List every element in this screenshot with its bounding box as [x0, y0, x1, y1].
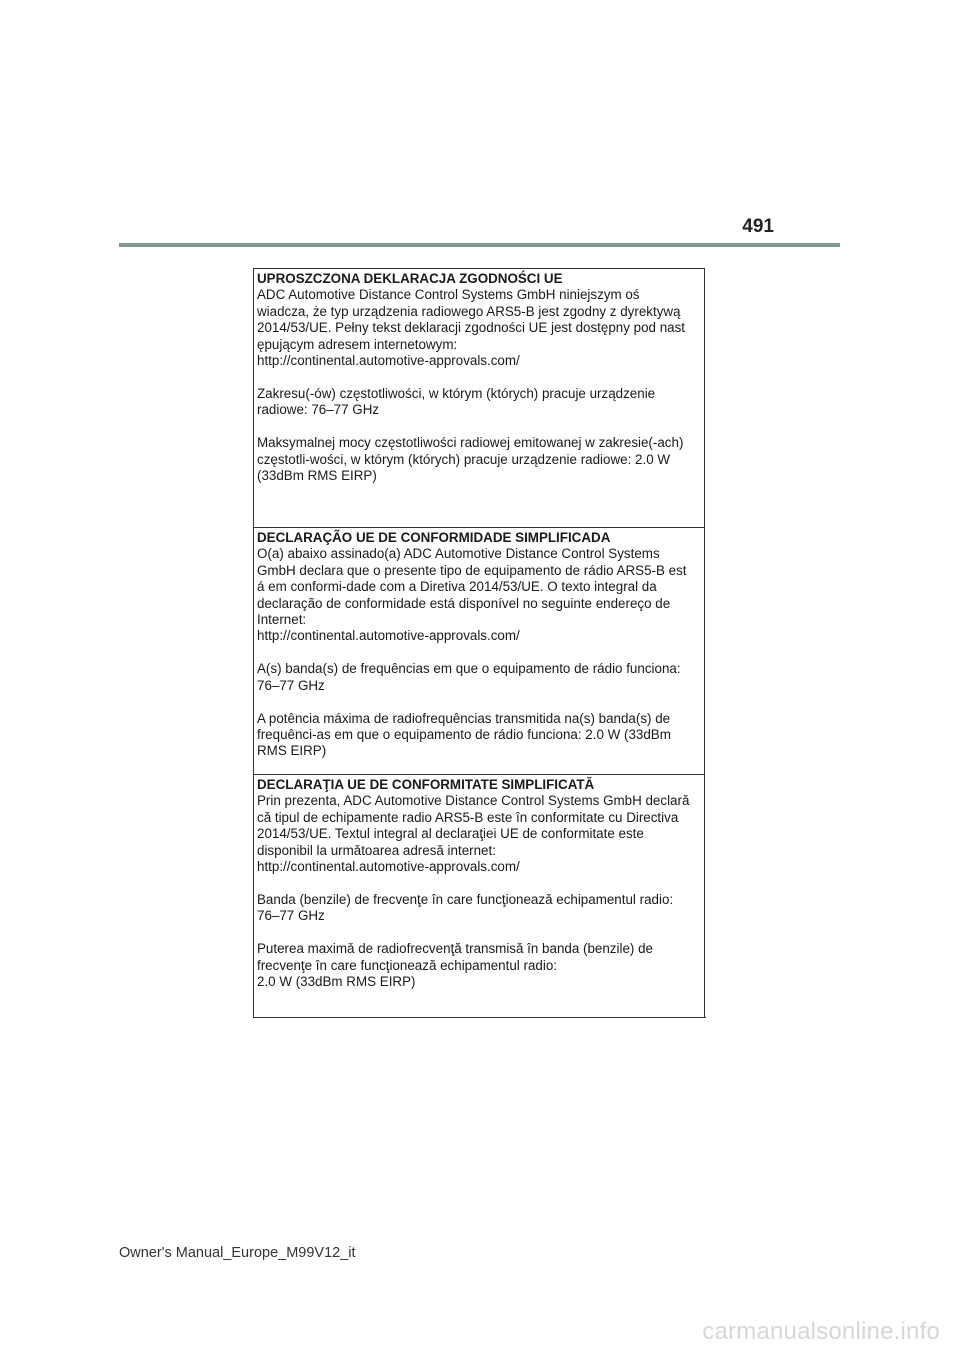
romanian-frequency-text: Banda (benzile) de frecvenţe în care funcţionează echipamentul radio: 76–77 GHz: [257, 891, 674, 924]
declaration-box: [253, 268, 705, 1018]
portuguese-power-text: A potência máxima de radiofrequências transmitida na(s) banda(s) de frequênci-as em que o equipamento de rádio funciona: 2.0 W (33dBm RMS EIRP): [257, 710, 671, 759]
box-bottom-border: [253, 1017, 706, 1019]
portuguese-declaration-body: O(a) abaixo assinado(a) ADC Automotive Distance Control Systems GmbH declara que o presente tipo de equipamento de rádio ARS5-B est á em conformi-dade com a Diretiva 2014/53/UE. O texto integral da declaração de conformidade está disponível no seguinte endereço de Internet: http://continental.automotive-approvals.com/: [257, 546, 687, 644]
polish-power-text: Maksymalnej mocy częstotliwości radiowej emitowanej w zakresie(-ach) częstotli-wości, w którym (których) pracuje urządzenie radiowe: 2.0 W (33dBm RMS EIRP): [257, 435, 684, 484]
romanian-power-text: Puterea maximă de radiofrecvenţă transmisă în banda (benzile) de frecvenţe în care funcţionează echipamentul radio: 2.0 W (33dBm RMS EIRP): [257, 941, 653, 990]
polish-declaration-section: [254, 269, 704, 527]
romanian-declaration-title: DECLARAŢIA UE DE CONFORMITATE SIMPLIFICATĂ: [257, 777, 595, 792]
page-number: 491: [742, 216, 774, 237]
watermark-text: carmanualsonline.info: [702, 1318, 940, 1345]
romanian-declaration-section: [254, 774, 704, 1019]
portuguese-declaration-title: DECLARAÇÃO UE DE CONFORMIDADE SIMPLIFICADA: [257, 530, 611, 545]
header-rule: [119, 243, 840, 247]
romanian-declaration-body: Prin prezenta, ADC Automotive Distance Control Systems GmbH declară că tipul de echipamente radio ARS5-B este în conformitate cu Directiva 2014/53/UE. Textul integral al declaraţiei UE de conformitate este disponibil la următoarea adresă internet: http://continental.automotive-approvals.com/: [257, 793, 690, 875]
polish-frequency-text: Zakresu(-ów) częstotliwości, w którym (których) pracuje urządzenie radiowe: 76–77 GHz: [257, 385, 656, 418]
polish-declaration-body: ADC Automotive Distance Control Systems GmbH niniejszym oś wiadcza, że typ urządzenia radiowego ARS5-B jest zgodny z dyrektywą 2014/53/UE. Pełny tekst deklaracji zgodności UE jest dostępny pod nast ępującym adresem internetowym: http://continental.automotive-approvals.com/: [257, 287, 686, 369]
portuguese-declaration-section: [254, 527, 704, 774]
portuguese-frequency-text: A(s) banda(s) de frequências em que o equipamento de rádio funciona: 76–77 GHz: [257, 661, 681, 693]
manual-footer-label: Owner's Manual_Europe_M99V12_it: [119, 1245, 356, 1261]
polish-declaration-title: UPROSZCZONA DEKLARACJA ZGODNOŚCI UE: [257, 271, 563, 286]
